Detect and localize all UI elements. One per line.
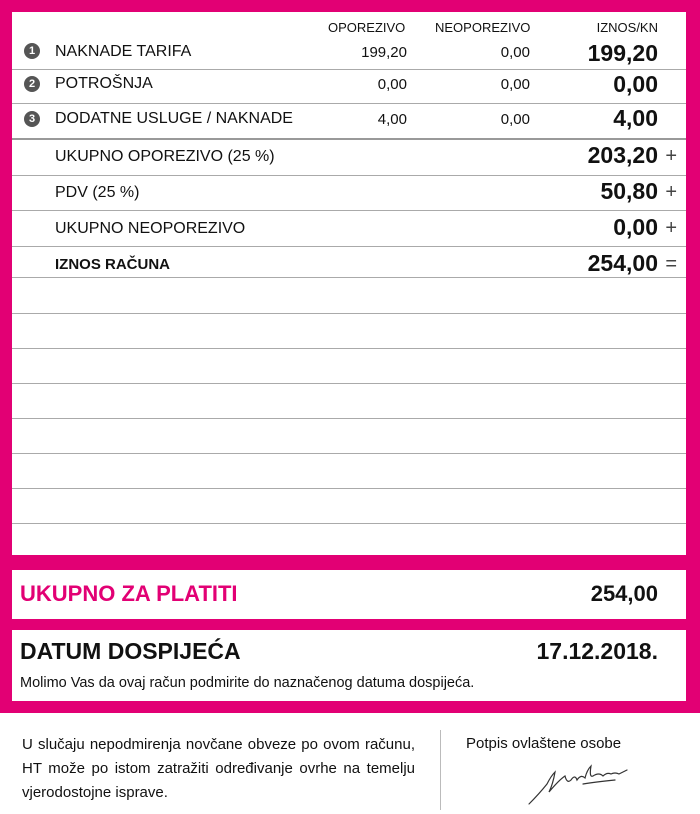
empty-row-divider — [12, 348, 686, 349]
invoice-items-panel — [12, 12, 686, 555]
item-taxed-value: 4,00 — [377, 111, 407, 128]
due-date-label: DATUM DOSPIJEĆA — [20, 638, 241, 664]
item-label: NAKNADE TARIFA — [55, 43, 192, 60]
item-number-badge: 1 — [24, 43, 40, 59]
column-header-taxed: OPOREZIVO — [328, 20, 406, 35]
summary-amount: 50,80 — [600, 178, 658, 204]
item-amount: 0,00 — [613, 71, 658, 97]
column-header-amount: IZNOS/KN — [596, 20, 658, 35]
total-to-pay-label: UKUPNO ZA PLATITI — [20, 581, 238, 606]
summary-label: UKUPNO NEOPOREZIVO — [55, 220, 246, 237]
summary-label: PDV (25 %) — [55, 184, 140, 201]
item-label: DODATNE USLUGE / NAKNADE — [55, 110, 293, 127]
item-taxed-value: 199,20 — [361, 44, 407, 61]
item-amount: 199,20 — [587, 40, 658, 66]
due-date-value: 17.12.2018. — [536, 638, 658, 664]
summary-row — [12, 140, 686, 175]
signature-label: Potpis ovlaštene osobe — [466, 735, 622, 752]
empty-row-divider — [12, 453, 686, 454]
total-to-pay-amount: 254,00 — [590, 581, 658, 606]
summary-row — [12, 176, 686, 210]
item-row — [12, 39, 686, 69]
item-untaxed-value: 0,00 — [500, 111, 530, 128]
equals-operator: = — [665, 253, 677, 275]
item-number-badge: 3 — [24, 111, 40, 127]
invoice-total-label: IZNOS RAČUNA — [55, 256, 170, 273]
item-label: POTROŠNJA — [55, 75, 153, 92]
summary-label: UKUPNO OPOREZIVO (25 %) — [55, 148, 275, 165]
empty-row-divider — [12, 383, 686, 384]
empty-row-divider — [12, 523, 686, 524]
invoice-total-amount: 254,00 — [587, 250, 658, 276]
item-taxed-value: 0,00 — [377, 76, 407, 93]
due-date-panel — [12, 630, 686, 701]
item-number-badge: 2 — [24, 76, 40, 92]
plus-operator: + — [665, 145, 677, 167]
plus-operator: + — [665, 217, 677, 239]
item-untaxed-value: 0,00 — [500, 44, 530, 61]
empty-row-divider — [12, 313, 686, 314]
empty-row-divider — [12, 488, 686, 489]
row-divider — [12, 277, 686, 278]
due-date-note: Molimo Vas da ovaj račun podmirite do naznačenog datuma dospijeća. — [20, 675, 475, 691]
plus-operator: + — [665, 181, 677, 203]
signature-image — [525, 758, 635, 810]
column-header-untaxed: NEOPOREZIVO — [435, 20, 531, 35]
item-amount: 4,00 — [613, 105, 658, 131]
summary-amount: 0,00 — [613, 214, 658, 240]
total-to-pay-panel — [12, 570, 686, 619]
item-row — [12, 70, 686, 102]
item-untaxed-value: 0,00 — [500, 76, 530, 93]
summary-row — [12, 211, 686, 246]
summary-amount: 203,20 — [587, 142, 658, 168]
item-row — [12, 104, 686, 138]
footer-divider — [440, 730, 441, 810]
legal-notice: U slučaju nepodmirenja novčane obveze po ovom računu, HT može po istom zatražiti određivanje ovrhe na temelju vjerodostojne isprave. — [22, 736, 415, 801]
empty-row-divider — [12, 418, 686, 419]
